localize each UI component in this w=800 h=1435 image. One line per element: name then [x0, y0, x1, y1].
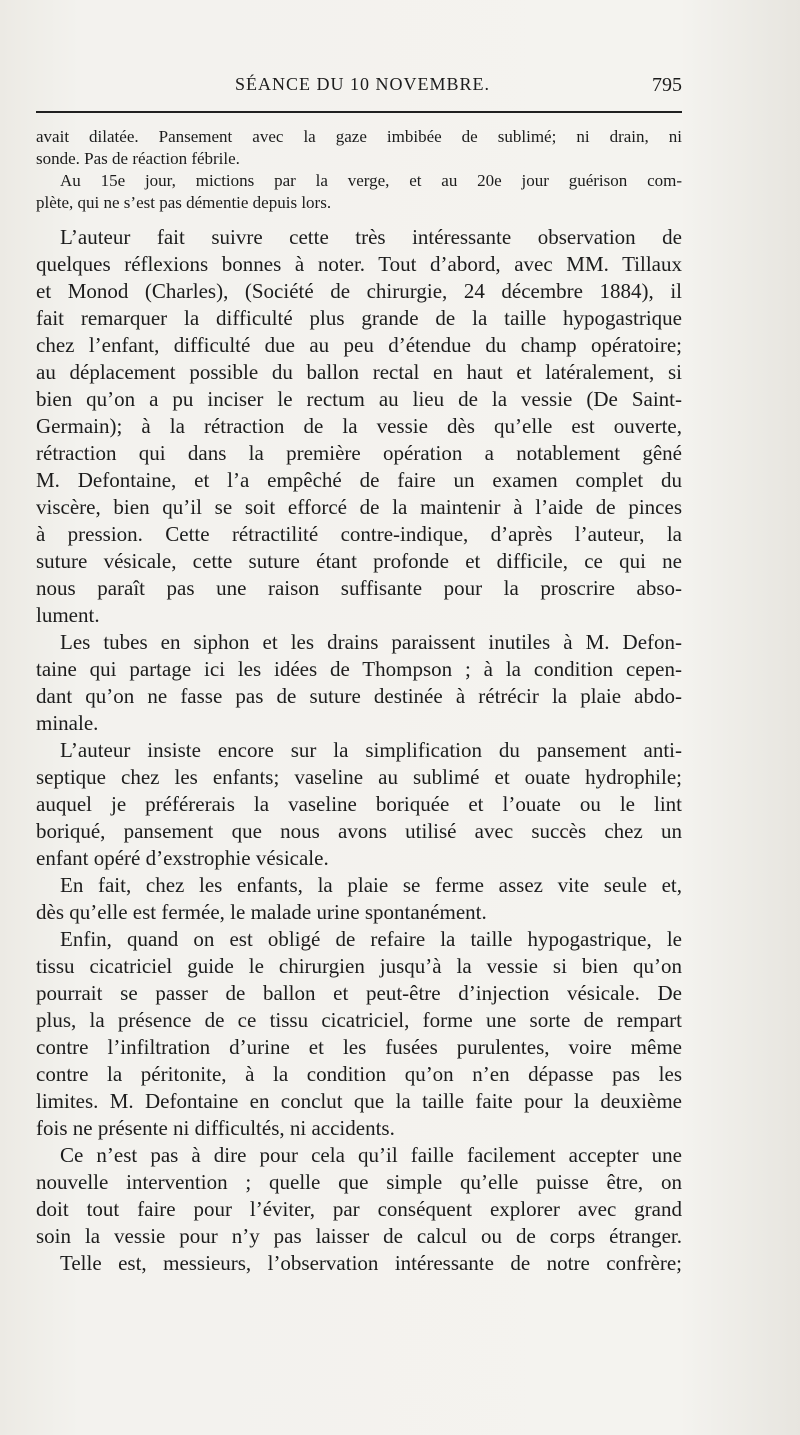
text-line: boriqué, pansement que nous avons utilisé avec succès chez un [36, 819, 682, 843]
text-line: septique chez les enfants; vaseline au sublimé et ouate hydrophile; [36, 765, 682, 789]
text-line: En fait, chez les enfants, la plaie se ferme assez vite seule et, [60, 873, 682, 897]
text-line: L’auteur fait suivre cette très intéressante observation de [60, 225, 682, 249]
text-line: avait dilatée. Pansement avec la gaze imbibée de sublimé; ni drain, ni [36, 127, 682, 146]
text-line: limites. M. Defontaine en conclut que la taille faite pour la deuxième [36, 1089, 682, 1113]
text-line: enfant opéré d’exstrophie vésicale. [36, 846, 329, 870]
body-text [36, 126, 682, 1277]
text-line: fait remarquer la difficulté plus grande de la taille hypogastrique [36, 306, 682, 330]
text-line: quelques réflexions bonnes à noter. Tout d’abord, avec MM. Tillaux [36, 252, 682, 276]
text-line: dant qu’on ne fasse pas de suture destinée à rétrécir la plaie abdo- [36, 684, 682, 708]
text-line: au déplacement possible du ballon rectal en haut et latéralement, si [36, 360, 682, 384]
text-line: contre la péritonite, à la condition qu’on n’en dépasse pas les [36, 1062, 682, 1086]
text-line: à pression. Cette rétractilité contre-indique, d’après l’auteur, la [36, 522, 682, 546]
text-line: et Monod (Charles), (Société de chirurgie, 24 décembre 1884), il [36, 279, 682, 303]
text-line: dès qu’elle est fermée, le malade urine spontanément. [36, 900, 487, 924]
text-line: bien qu’on a pu inciser le rectum au lieu de la vessie (De Saint- [36, 387, 682, 411]
running-title: SÉANCE DU 10 NOVEMBRE. [235, 74, 491, 94]
running-head [36, 74, 682, 98]
text-line: suture vésicale, cette suture étant profonde et difficile, ce qui ne [36, 549, 682, 573]
text-line: Enfin, quand on est obligé de refaire la taille hypogastrique, le [60, 927, 682, 951]
text-line: nouvelle intervention ; quelle que simple qu’elle puisse être, on [36, 1170, 682, 1194]
text-line: lument. [36, 603, 100, 627]
text-line: plus, la présence de ce tissu cicatriciel, forme une sorte de rempart [36, 1008, 682, 1032]
text-line: Telle est, messieurs, l’observation intéressante de notre confrère; [60, 1251, 682, 1275]
text-line: soin la vessie pour n’y pas laisser de calcul ou de corps étranger. [36, 1224, 682, 1248]
text-line: Les tubes en siphon et les drains paraissent inutiles à M. Defon- [60, 630, 682, 654]
paragraph-gap [36, 214, 682, 224]
text-line: nous paraît pas une raison suffisante pour la proscrire abso- [36, 576, 682, 600]
text-line: Ce n’est pas à dire pour cela qu’il faille facilement accepter une [60, 1143, 682, 1167]
text-line: plète, qui ne s’est pas démentie depuis lors. [36, 193, 332, 212]
text-line: fois ne présente ni difficultés, ni accidents. [36, 1116, 395, 1140]
text-line: contre l’infiltration d’urine et les fusées purulentes, voire même [36, 1035, 682, 1059]
text-line: auquel je préférerais la vaseline boriquée et l’ouate ou le lint [36, 792, 682, 816]
text-line: rétraction qui dans la première opération a notablement gêné [36, 441, 682, 465]
text-line: M. Defontaine, et l’a empêché de faire un examen complet du [36, 468, 682, 492]
text-line: taine qui partage ici les idées de Thompson ; à la condition cepen- [36, 657, 682, 681]
text-line: L’auteur insiste encore sur la simplification du pansement anti- [60, 738, 682, 762]
header-rule [36, 111, 682, 113]
text-line: Au 15e jour, mictions par la verge, et au 20e jour guérison com- [60, 171, 682, 190]
text-line: doit tout faire pour l’éviter, par conséquent explorer avec grand [36, 1197, 682, 1221]
text-line: viscère, bien qu’il se soit efforcé de la maintenir à l’aide de pinces [36, 495, 682, 519]
main-paragraphs [36, 224, 682, 1277]
page-number: 795 [652, 74, 682, 96]
text-line: pourrait se passer de ballon et peut-être d’injection vésicale. De [36, 981, 682, 1005]
text-line: sonde. Pas de réaction fébrile. [36, 149, 240, 168]
text-line: Germain); à la rétraction de la vessie dès qu’elle est ouverte, [36, 414, 682, 438]
text-line: chez l’enfant, difficulté due au peu d’étendue du champ opératoire; [36, 333, 682, 357]
text-line: minale. [36, 711, 99, 735]
text-line: tissu cicatriciel guide le chirurgien jusqu’à la vessie si bien qu’on [36, 954, 682, 978]
